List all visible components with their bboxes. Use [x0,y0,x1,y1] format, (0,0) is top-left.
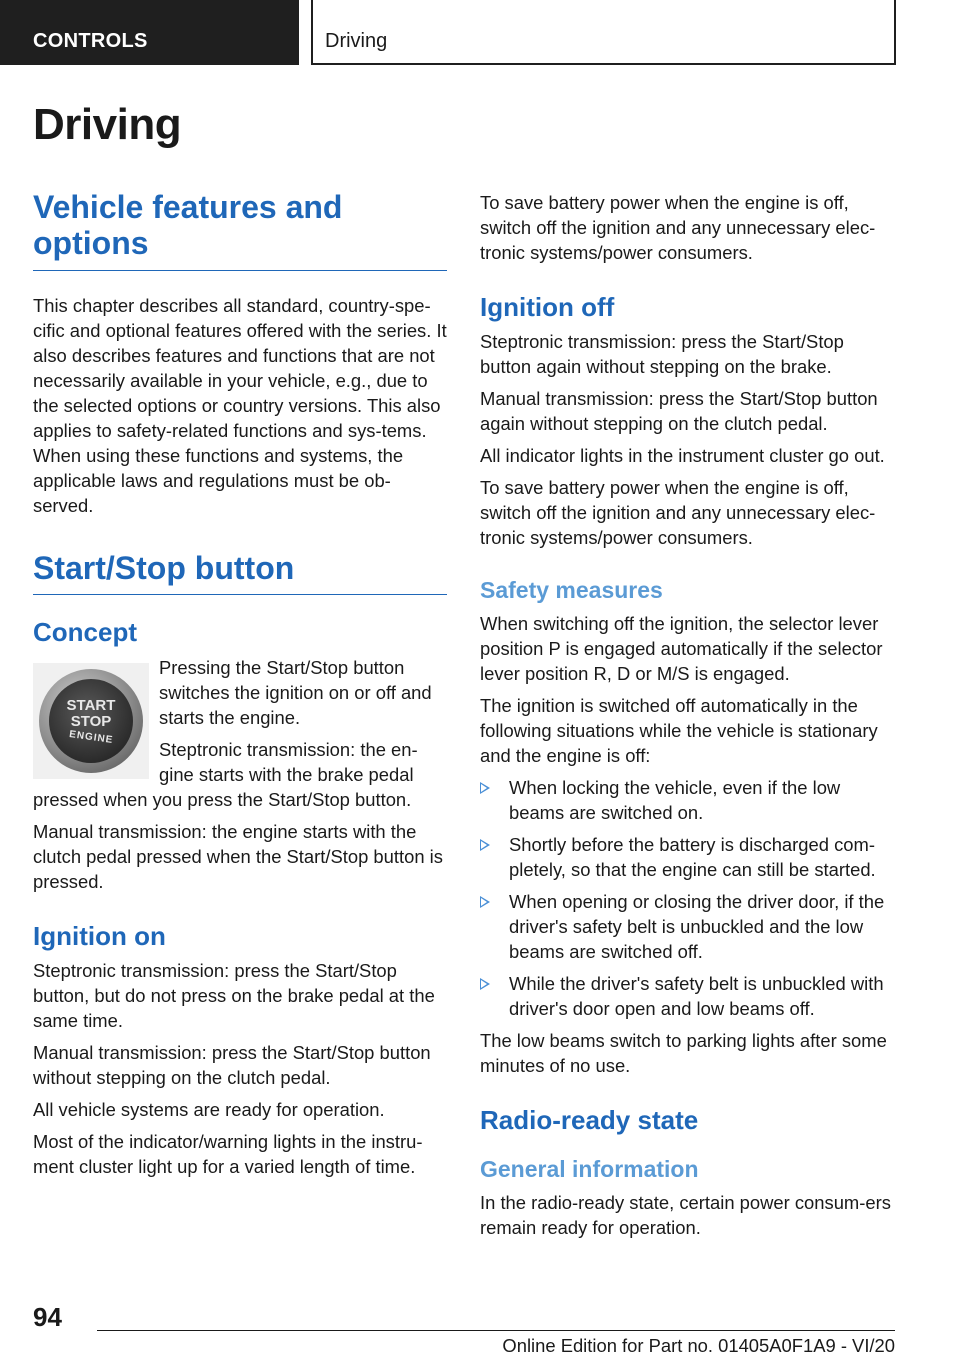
concept-block [33,655,447,819]
paragraph-concept-3: Manual transmission: the engine starts with the clutch pedal pressed when the Start/Stop button is pressed. [33,820,443,892]
heading-vehicle-features: Vehicle features and options [33,190,447,271]
footer-edition: Online Edition for Part no. 01405A0F1A9 - VI/20 [502,1335,895,1356]
paragraph-general-info: In the radio-ready state, certain power consum-ers remain ready for operation. [480,1191,891,1238]
paragraph-safety-3: The low beams switch to parking lights after some minutes of no use. [480,1029,887,1076]
bullet-triangle-icon [480,896,490,908]
list-item: When locking the vehicle, even if the low beams are switched on. [480,775,894,825]
heading-concept: Concept [33,617,137,648]
bullet-triangle-icon [480,782,490,794]
chapter-label: Driving [325,30,388,52]
bullet-triangle-icon [480,839,490,851]
paragraph-safety-2: The ignition is switched off automatically in the following situations while the vehicle is stationary and the engine is off: [480,694,878,766]
heading-ignition-on: Ignition on [33,920,166,951]
paragraph-safety-1: When switching off the ignition, the selector lever position P is engaged automatically if the selector lever position R, D or M/S is engaged. [480,612,883,684]
list-item: While the driver's safety belt is unbuckled with driver's door open and low beams off. [480,971,894,1021]
page-title: Driving [33,100,182,149]
paragraph-ignition-off-2: Manual transmission: press the Start/Stop button again without stepping on the clutch pedal. [480,388,878,435]
start-stop-button-ring [39,669,143,773]
paragraph-ignition-off-4: To save battery power when the engine is off, switch off the ignition and any unnecessary elec-tronic systems/power consumers. [480,477,876,549]
footer-divider [97,1330,895,1331]
button-text-start: START [66,696,116,714]
heading-start-stop: Start/Stop button [33,551,447,596]
paragraph-ignition-on-1: Steptronic transmission: press the Start/Stop button, but do not press on the brake pedal at the same time. [33,959,435,1031]
start-stop-button-face [49,679,133,763]
paragraph-battery-intro: To save battery power when the engine is off, switch off the ignition and any unnecessary elec-tronic systems/power consumers. [480,192,876,263]
paragraph-vehicle-features: This chapter describes all standard, country-spe-cific and optional features offered with the series. It also describes features and functions that are not necessarily available in your vehicle, e.g., due to the selected options or country versions. This also applies to safety-related functions and sys-tems. When using these functions and systems, the applicable laws and regulations must be ob-served. [33,294,447,516]
button-text-engine: ENGINE [68,728,114,746]
heading-ignition-off: Ignition off [480,292,615,322]
page-number: 94 [33,1302,62,1332]
paragraph-ignition-on-2: Manual transmission: press the Start/Stop button without stepping on the clutch pedal. [33,1041,431,1088]
section-label: CONTROLS [33,30,148,52]
safety-bullet-list [480,775,894,1021]
paragraph-concept-2: Steptronic transmission: the en-gine starts with the brake pedal pressed when you press the Start/Stop button. [33,738,418,810]
chapter-tab [311,0,896,65]
heading-radio-ready: Radio-ready state [480,1104,699,1135]
paragraph-concept-1: Pressing the Start/Stop button switches the ignition on or off and starts the engine. [159,656,432,728]
start-stop-button-image [33,663,149,779]
heading-general-information: General information [480,1155,699,1182]
heading-safety-measures: Safety measures [480,577,663,604]
paragraph-ignition-off-1: Steptronic transmission: press the Start/Stop button again without stepping on the brake. [480,331,844,378]
paragraph-ignition-on-3: All vehicle systems are ready for operation. [33,1098,385,1120]
paragraph-ignition-off-3: All indicator lights in the instrument cluster go out. [480,445,885,467]
bullet-triangle-icon [480,978,490,990]
list-item: When opening or closing the driver door, if the driver's safety belt is unbuckled and the low beams are switched off. [480,889,894,964]
section-tab [0,0,299,65]
right-column [480,190,894,1247]
button-text-stop: STOP [70,712,112,730]
page-header [0,0,896,65]
list-item: Shortly before the battery is discharged com-pletely, so that the engine can still be started. [480,832,894,882]
paragraph-ignition-on-4: Most of the indicator/warning lights in the instru-ment cluster light up for a varied length of time. [33,1130,423,1177]
left-column [33,190,447,1186]
